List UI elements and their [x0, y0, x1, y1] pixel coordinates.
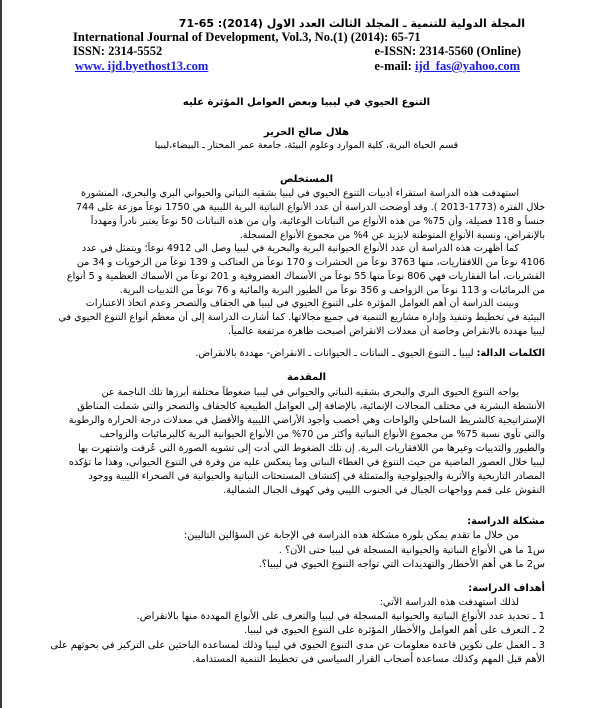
question-1: س1 ما هي الأنواع النباتية والحيوانية المسجلة في ليبيا حتى الآن؟ .: [278, 545, 545, 556]
keywords: [195, 348, 545, 359]
text-line: وبينت الدراسة أن أهم العوامل المؤثرة على التنوع الحيوي في ليبيا هي الجفاف والتصحر وعدم اتخاذ الاعتبارات: [85, 298, 519, 309]
text-line: استهدفت هذه الدراسة استقراء أدبيات التنوع الحيوي في ليبيا بشقيه النباتي والحيواني البري والبحري، المنشورة: [80, 188, 519, 199]
email-link[interactable]: ijd_fas@yahoo.com: [414, 59, 520, 73]
introduction-paragraph: [45, 386, 545, 498]
question-2: س2 ما هي أهم الأخطار والتهديدات التي تواجه التنوع الحيوي في ليبيا؟.: [258, 559, 545, 570]
journal-website-link[interactable]: www. ijd.byethost13.com: [75, 59, 209, 73]
abstract-paragraph-3: [45, 297, 545, 339]
author-name: هلال صالح الحرير: [263, 127, 350, 138]
objective-3-continued: الأهم قبل المهم وكذلك مساعدة أصحاب القرار السياسي في تخطيط التنمية المستدامة.: [192, 654, 545, 665]
text-line: من البرمائيات و 113 نوعاً من الزواحف و 356 نوعاً من الطيور البرية والمائية و 76 نوعاً من الثدييات البرية.: [119, 285, 545, 296]
abstract-paragraph-1: [45, 187, 545, 243]
introduction-heading: المقدمة: [286, 372, 327, 383]
text-line: يواجه التنوع الحيوي البري والبحري بشقيه النباتي والحيواني في ليبيا ضغوطاً مختلفة أبرزها تلك الناجمة عن: [101, 387, 519, 398]
text-line: بالإنقراض، ونسبة الأنواع المتوطنة لايزيد عن 4% من مجموع الأنواع المسجلة.: [239, 230, 545, 241]
text-line: 4106 نوعاً من اللافقاريات، منها 3763 نوعاً من الحشرات و 170 نوعاً من العناكب و 139 نوعاً من الرخويات و 34 من: [76, 257, 545, 268]
abstract-heading: المستخلص: [279, 174, 334, 185]
arabic-journal-citation: المجلة الدولية للتنمية ـ المجلد الثالث العدد الاول (2014): 65-71: [178, 17, 525, 30]
objectives-heading: أهداف الدراسة:: [468, 583, 545, 594]
text-line: المصادر التاريخية والأثرية والجيولوجية والمتمثلة في إكتشاف المستحثات النباتية والحيوانية في الصحراء الليبية ووجود: [88, 471, 545, 482]
keywords-text: ليبيا ـ التنوع الحيوي ـ النباتات ـ الحيوانات ـ الانقراض- مهددة بالانقراض.: [195, 348, 477, 359]
english-journal-citation: International Journal of Development, Vol.3, No.(1) (2014): 65-71: [73, 30, 421, 44]
text-line: خلال الفترة (1773-2013 ). وقد أوضحت الدراسة أن عدد الأنواع النباتية البرية الليبية هي 1750 نوعاً موزعة على 744: [75, 202, 545, 213]
issn: ISSN: 2314-5552: [73, 44, 163, 58]
problem-intro: من خلال ما تقدم يمكن بلورة مشكلة هذه الدراسة في الإجابة عن السؤالين التاليين:: [184, 530, 519, 541]
problem-heading: مشكلة الدراسة:: [467, 516, 545, 527]
objective-2: 2 ـ التعرف على أهم العوامل والأخطار المؤثرة على التنوع الحيوي في ليبيا.: [244, 625, 545, 636]
text-line: القشريات، أما الفقاريات فهي 806 نوعاً منها 55 نوعاً من الأسماك الغضروفية و 201 نوعاً من الأسماك العظمية و 5 أنواع: [66, 271, 545, 282]
text-line: كما أظهرت هذه الدراسة أن عدد الأنواع الحيوانية البرية والبحرية في ليبيا وصل الى 4912 نوعاً؛ ويتمثل في عدد: [81, 243, 519, 254]
text-line: البيئية في تخطيط وتنفيذ وإدارة مشاريع التنمية في جميع مجالاتها. كما أشارت الدراسة إلى أن معظم أنواع التنوع الحيوي في: [58, 312, 545, 323]
text-line: الإستراتيجية كالشريط الساحلي والواحات وهي أخصب وأجود الأراضي الليبية والأفضل في معدلات درجة الحرارة والرطوبة: [68, 415, 545, 426]
text-line: ليبيا خلال العصور الماضية من حيث التنوع في الغطاء النباتي وما ينعكس عليه من وفرة في التنوع الحيواني، وهذا ما تؤكده: [68, 457, 545, 468]
author-affiliation: قسم الحياة البرية، كلية الموارد وعلوم البيئة، جامعة عمر المختار ـ البيضاء،ليبيا: [154, 140, 459, 151]
text-line: النقوش على قمم وواجهات الجبال في الجنوب الليبي وفي كهوف الجبال الشمالية.: [223, 485, 545, 496]
email-line: [374, 59, 520, 74]
text-line: والطيور والثدييات وغيرها من اللافقاريات البرية. إن تلك الضغوط التي أدت إلى تشويه الصورة التي عُرفت واشتهرت بها: [78, 443, 545, 454]
text-line: جنساً و 118 فصيلة، وأن 75% من هذه الأنواع من النباتات الوعائية، وأن من هذه النباتات 50 نوعاً يعتبر نادراً ومهدداً: [90, 216, 545, 227]
objective-1: 1 ـ تحديد عدد الأنواع النباتية والحيوانية المسجلة في ليبيا والتعرف على الأنواع المهددة منها بالانقراض.: [136, 611, 545, 622]
abstract-paragraph-2: [45, 242, 545, 298]
text-line: ليبيا مهددة بالانقراض وخاصة أن معدلات الانقراض أصبحت ظاهرة مرتفعة عالمياً.: [227, 326, 545, 337]
text-line: الأنشطة البشرية في مختلف المجالات الإنمائية، بالإضافة إلى العوامل الطبيعية كالجفاف والتصحر والتي شملت المناطق: [77, 401, 545, 412]
objective-3: 3 ـ العمل على تكوين قاعدة معلومات عن مدى التنوع الحيوي في ليبيا وذلك لمساعدة الباحثين على التركيز في بحوثهم على: [50, 640, 545, 651]
text-line: والتي تأوي نسبة 75% من مجموع الأنواع النباتية وأكثر من 70% من الأنواع الحيوانية البرية كالبرمائيات والزواحف: [99, 429, 545, 440]
objectives-intro: لذلك استهدفت هذه الدراسة الآتي:: [379, 597, 519, 608]
paper-title: التنوع الحيوي في ليبيا وبعض العوامل المؤثرة عليه: [182, 97, 431, 108]
keywords-label: الكلمات الدالة:: [476, 348, 545, 359]
e-issn: e-ISSN: 2314-5560 (Online): [374, 44, 521, 58]
email-label: e-mail:: [374, 59, 412, 73]
journal-website-link-wrap: [75, 59, 208, 74]
